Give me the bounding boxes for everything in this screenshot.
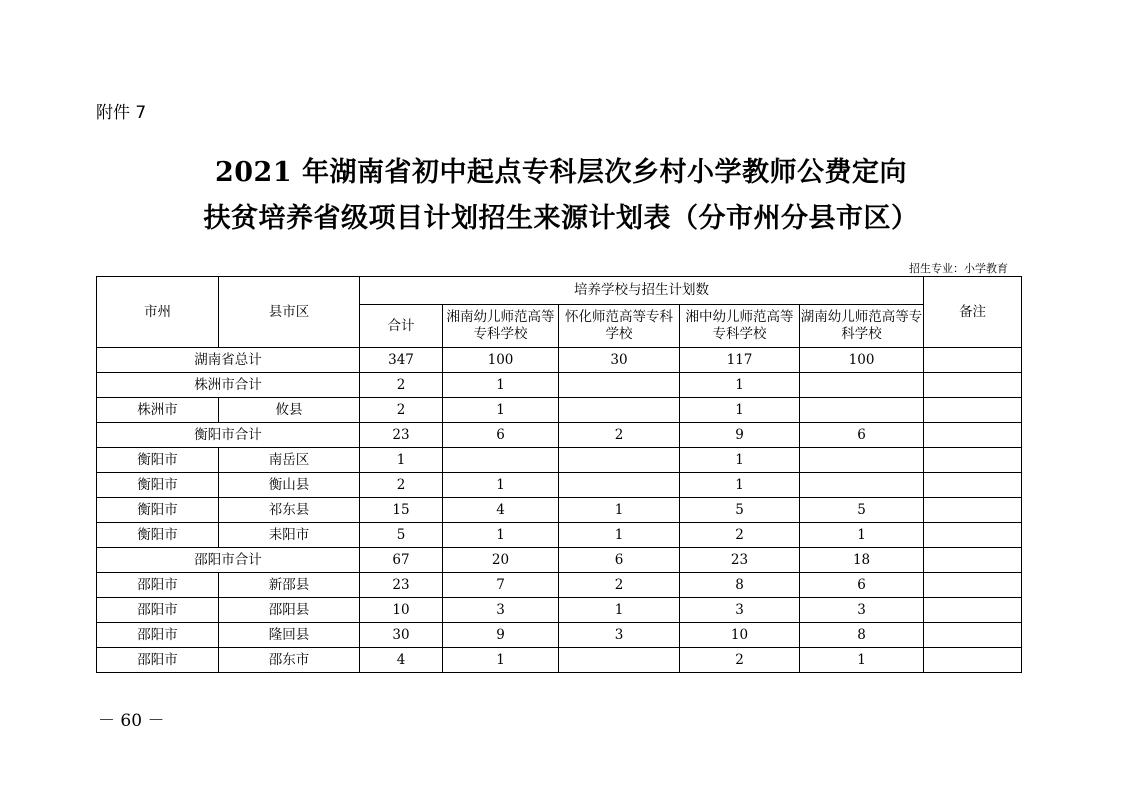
cell-school-1: 6: [443, 423, 559, 448]
cell-school-4: [800, 448, 924, 473]
cell-subtotal-label: 邵阳市合计: [97, 548, 360, 573]
table-row: [97, 473, 1022, 498]
cell-city: 株洲市: [97, 398, 219, 423]
cell-school-3: 1: [680, 373, 800, 398]
cell-remarks: [924, 373, 1022, 398]
cell-school-1: 7: [443, 573, 559, 598]
cell-school-3: 3: [680, 598, 800, 623]
cell-city: 衡阳市: [97, 523, 219, 548]
cell-remarks: [924, 523, 1022, 548]
cell-city: 邵阳市: [97, 573, 219, 598]
cell-school-4: [800, 473, 924, 498]
cell-school-3: 2: [680, 648, 800, 673]
cell-school-4: 3: [800, 598, 924, 623]
table-row: [97, 373, 1022, 398]
header-city: 市州: [97, 277, 219, 348]
cell-school-2: 2: [559, 423, 680, 448]
cell-school-1: [443, 448, 559, 473]
cell-subtotal-label: 衡阳市合计: [97, 423, 360, 448]
cell-school-3: 1: [680, 398, 800, 423]
enrollment-plan-table: [96, 276, 1022, 673]
cell-city: 衡阳市: [97, 473, 219, 498]
cell-total: 15: [360, 498, 443, 523]
cell-school-1: 1: [443, 523, 559, 548]
table-row: [97, 348, 1022, 373]
cell-school-2: 6: [559, 548, 680, 573]
cell-school-2: [559, 448, 680, 473]
cell-remarks: [924, 548, 1022, 573]
table-row: [97, 598, 1022, 623]
cell-school-1: 1: [443, 398, 559, 423]
cell-total: 30: [360, 623, 443, 648]
header-school-2: 怀化师范高等专科学校: [559, 305, 680, 348]
table-row: [97, 448, 1022, 473]
cell-school-4: 6: [800, 573, 924, 598]
table-row: [97, 398, 1022, 423]
cell-remarks: [924, 573, 1022, 598]
cell-county: 隆回县: [219, 623, 360, 648]
cell-school-4: 1: [800, 648, 924, 673]
cell-school-1: 1: [443, 473, 559, 498]
cell-school-1: 100: [443, 348, 559, 373]
cell-school-3: 5: [680, 498, 800, 523]
header-school-group: 培养学校与招生计划数: [360, 277, 924, 305]
cell-city: 邵阳市: [97, 598, 219, 623]
table-row: [97, 623, 1022, 648]
cell-remarks: [924, 648, 1022, 673]
cell-school-2: [559, 473, 680, 498]
cell-school-4: 5: [800, 498, 924, 523]
cell-school-2: 1: [559, 498, 680, 523]
cell-city: 邵阳市: [97, 648, 219, 673]
cell-total: 10: [360, 598, 443, 623]
header-school-3: 湘中幼儿师范高等专科学校: [680, 305, 800, 348]
cell-school-3: 117: [680, 348, 800, 373]
cell-remarks: [924, 473, 1022, 498]
table-body: [97, 348, 1022, 673]
cell-school-1: 4: [443, 498, 559, 523]
cell-county: 新邵县: [219, 573, 360, 598]
cell-school-1: 3: [443, 598, 559, 623]
cell-remarks: [924, 423, 1022, 448]
cell-school-2: 1: [559, 523, 680, 548]
cell-school-3: 8: [680, 573, 800, 598]
cell-total: 67: [360, 548, 443, 573]
cell-school-4: 6: [800, 423, 924, 448]
document-title-line1: 2021 年湖南省初中起点专科层次乡村小学教师公费定向: [214, 157, 908, 188]
cell-school-1: 1: [443, 373, 559, 398]
cell-county: 祁东县: [219, 498, 360, 523]
cell-subtotal-label: 湖南省总计: [97, 348, 360, 373]
header-county: 县市区: [219, 277, 360, 348]
cell-remarks: [924, 498, 1022, 523]
cell-school-2: 3: [559, 623, 680, 648]
cell-school-4: 18: [800, 548, 924, 573]
attachment-label: 附件 7: [96, 103, 147, 123]
cell-school-2: [559, 398, 680, 423]
cell-total: 2: [360, 398, 443, 423]
cell-county: 邵东市: [219, 648, 360, 673]
cell-city: 邵阳市: [97, 623, 219, 648]
cell-school-1: 20: [443, 548, 559, 573]
table-row: [97, 523, 1022, 548]
cell-school-1: 1: [443, 648, 559, 673]
cell-school-3: 1: [680, 473, 800, 498]
cell-school-2: 2: [559, 573, 680, 598]
cell-city: 衡阳市: [97, 498, 219, 523]
cell-total: 347: [360, 348, 443, 373]
cell-school-2: 30: [559, 348, 680, 373]
table-row: [97, 498, 1022, 523]
header-school-4: 湖南幼儿师范高等专科学校: [800, 305, 924, 348]
cell-total: 23: [360, 423, 443, 448]
cell-school-3: 2: [680, 523, 800, 548]
cell-school-3: 9: [680, 423, 800, 448]
cell-remarks: [924, 448, 1022, 473]
table-row: [97, 573, 1022, 598]
cell-total: 23: [360, 573, 443, 598]
cell-total: 4: [360, 648, 443, 673]
cell-remarks: [924, 623, 1022, 648]
cell-subtotal-label: 株洲市合计: [97, 373, 360, 398]
cell-total: 2: [360, 473, 443, 498]
document-title-line2: 扶贫培养省级项目计划招生来源计划表（分市州分县市区）: [203, 203, 919, 234]
cell-school-4: 8: [800, 623, 924, 648]
cell-school-1: 9: [443, 623, 559, 648]
cell-school-4: [800, 373, 924, 398]
cell-remarks: [924, 598, 1022, 623]
cell-total: 2: [360, 373, 443, 398]
cell-county: 耒阳市: [219, 523, 360, 548]
cell-county: 南岳区: [219, 448, 360, 473]
cell-school-4: 100: [800, 348, 924, 373]
cell-county: 衡山县: [219, 473, 360, 498]
cell-school-3: 23: [680, 548, 800, 573]
cell-school-2: [559, 373, 680, 398]
header-total: 合计: [360, 305, 443, 348]
cell-total: 5: [360, 523, 443, 548]
table-row: [97, 548, 1022, 573]
cell-school-3: 1: [680, 448, 800, 473]
cell-school-3: 10: [680, 623, 800, 648]
table-row: [97, 423, 1022, 448]
table-row: [97, 648, 1022, 673]
cell-remarks: [924, 348, 1022, 373]
cell-county: 攸县: [219, 398, 360, 423]
page-number: － 60 －: [98, 711, 165, 731]
cell-city: 衡阳市: [97, 448, 219, 473]
cell-school-2: 1: [559, 598, 680, 623]
header-remarks: 备注: [924, 277, 1022, 348]
cell-county: 邵阳县: [219, 598, 360, 623]
cell-school-4: [800, 398, 924, 423]
cell-remarks: [924, 398, 1022, 423]
cell-school-2: [559, 648, 680, 673]
cell-total: 1: [360, 448, 443, 473]
cell-school-4: 1: [800, 523, 924, 548]
enrollment-major: 招生专业：小学教育: [909, 262, 1008, 275]
header-school-1: 湘南幼儿师范高等专科学校: [443, 305, 559, 348]
